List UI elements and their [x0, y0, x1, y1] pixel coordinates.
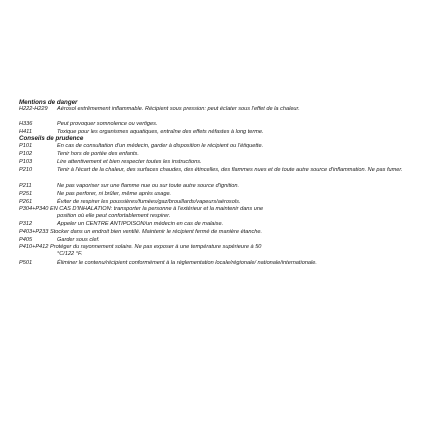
statement-code: P251: [19, 191, 33, 197]
statement-text: Stocker dans un endroit bien ventilé. Maintenir le récipient fermé de manière étanche.: [49, 229, 263, 235]
hazard-statements-heading: Mentions de danger: [19, 99, 78, 106]
hazard-statement-row: [19, 106, 437, 120]
precautionary-statements-heading: Conseils de prudence: [19, 135, 84, 142]
statement-code: P410+P412: [19, 244, 49, 250]
statement-code: H411: [19, 129, 32, 135]
precaution-row: [19, 206, 437, 220]
statement-text-continued: °C/122 °F.: [57, 251, 83, 257]
statement-text: Tenir à l'écart de la chaleur, des surfaces chaudes, des étincelles, des flammes nues et de toute autre source d'inflammation. Ne pas fumer.: [57, 167, 403, 173]
statement-code: H222-H229: [19, 106, 48, 112]
statement-text: Éliminer le contenu/récipient conformément à la réglementation locale/régionale/ nationale/internationale.: [57, 260, 317, 266]
statement-text: Toxique pour les organismes aquatiques, entraîne des effets néfastes à long terme.: [57, 129, 264, 135]
statement-text: Éviter de respirer les poussières/fumées/gaz/brouillards/vapeurs/aérosols.: [57, 199, 241, 205]
statement-code: P210: [19, 167, 33, 173]
statement-code: P312: [19, 221, 33, 227]
statement-code: P501: [19, 260, 33, 266]
statement-code: P304+P340: [19, 206, 49, 212]
statement-text: Aérosol extrêmement inflammable. Récipient sous pression: peut éclater sous l'effet de la chaleur.: [57, 106, 300, 112]
statement-text: Peut provoquer somnolence ou vertiges.: [57, 121, 158, 127]
statement-code: H336: [19, 121, 33, 127]
statement-text: EN CAS D'INHALATION: transporter la personne à l'extérieur et la maintenir dans une: [49, 206, 264, 212]
statement-text: Ne pas perforer, ni brûler, même après usage.: [57, 191, 172, 197]
statement-text: Appeler un CENTRE ANTIPOISON/un médecin en cas de malaise.: [57, 221, 224, 227]
statement-text: En cas de consultation d'un médecin, garder à disposition le récipient ou l'étiquette.: [57, 143, 264, 149]
statement-text: Tenir hors de portée des enfants.: [57, 151, 139, 157]
precaution-row: [19, 244, 437, 258]
statement-text: Garder sous clef.: [57, 237, 100, 243]
statement-code: P405: [19, 237, 33, 243]
statement-code: P103: [19, 159, 33, 165]
statement-text-continued: position où elle peut confortablement respirer.: [57, 213, 171, 219]
statement-text: Ne pas vaporiser sur une flamme nue ou sur toute autre source d'ignition.: [57, 183, 240, 189]
statement-text: Lire attentivement et bien respecter toutes les instructions.: [57, 159, 202, 165]
statement-code: P403+P233: [19, 229, 49, 235]
statement-text: Protéger du rayonnement solaire. Ne pas exposer à une température supérieure à 50: [49, 244, 262, 250]
statement-code: P102: [19, 151, 33, 157]
statement-code: P101: [19, 143, 33, 149]
statement-code: P261: [19, 199, 33, 205]
statement-code: P211: [19, 183, 32, 189]
precaution-row: [19, 229, 437, 236]
